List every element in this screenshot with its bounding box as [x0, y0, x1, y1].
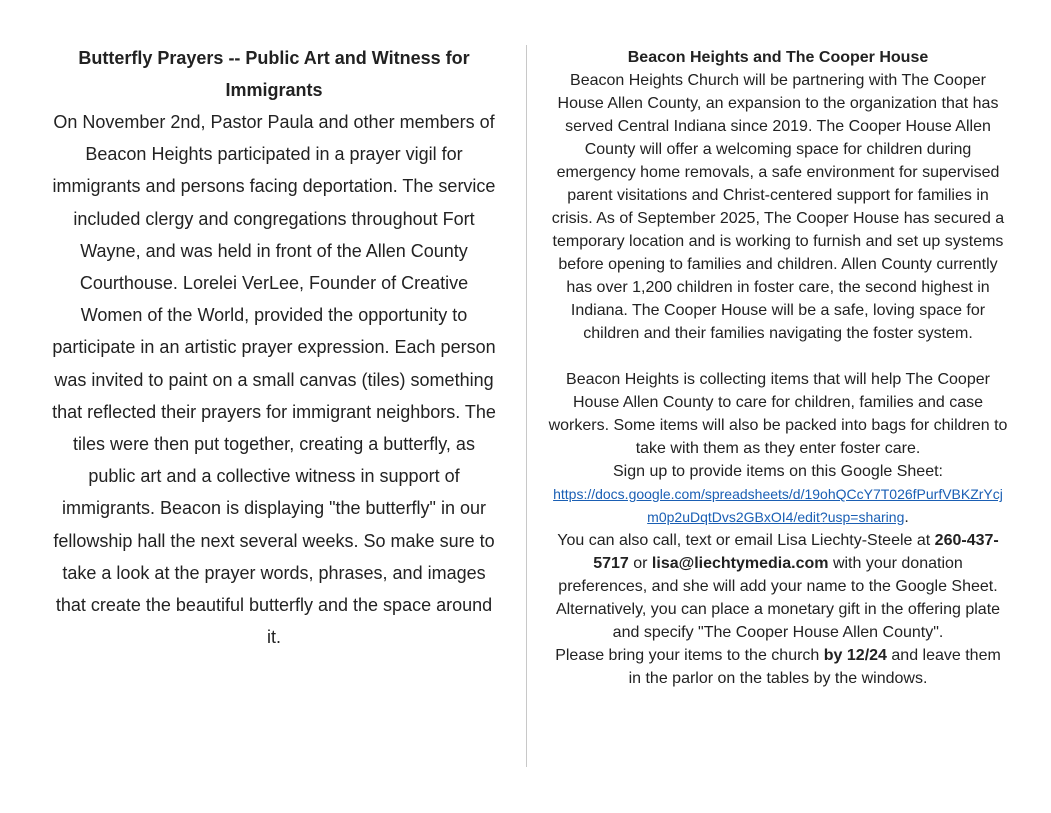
right-article: [548, 46, 1008, 690]
contact-paragraph: [548, 529, 1008, 644]
left-article-body: On November 2nd, Pastor Paula and other members of Beacon Heights participated in a prayer vigil for immigrants and persons facing deportation. The service included clergy and congregations throughout Fort Wayne, and was held in front of the Allen County Courthouse. Lorelei VerLee, Founder of Creative Women of the World, provided the opportunity to participate in an artistic prayer expression. Each person was invited to paint on a small canvas (tiles) something that reflected their prayers for immigrant neighbors. The tiles were then put together, creating a butterfly, as public art and a collective witness in support of immigrants. Beacon is displaying "the butterfly" in our fellowship hall the next several weeks. So make sure to take a look at the prayer words, phrases, and images that create the beautiful butterfly and the space around it.: [52, 112, 496, 648]
contact-or: or: [633, 555, 648, 572]
signup-link-period: .: [904, 509, 909, 526]
bring-prefix: Please bring your items to the church: [555, 647, 820, 664]
paragraph-spacer: [548, 345, 1008, 368]
column-divider: [526, 45, 527, 767]
signup-text: Sign up to provide items on this Google Sheet:: [613, 463, 943, 480]
bring-items-paragraph: [548, 644, 1008, 690]
signup-paragraph: [548, 460, 1008, 529]
right-article-intro: Beacon Heights Church will be partnering with The Cooper House Allen County, an expansion to the organization that has served Central Indiana since 2019. The Cooper House Allen County will offer a welcoming space for children during emergency home removals, a safe environment for supervised parent visitations and Christ-centered support for families in crisis. As of September 2025, The Cooper House has secured a temporary location and is working to furnish and set up systems before opening to families and children. Allen County currently has over 1,200 children in foster care, the second highest in Indiana. The Cooper House will be a safe, loving space for children and their families navigating the foster system.: [551, 72, 1005, 342]
left-article: [48, 42, 500, 653]
right-article-collecting: Beacon Heights is collecting items that will help The Cooper House Allen County to care for children, families and case workers. Some items will also be packed into bags for children to take with them as they enter foster care.: [548, 371, 1008, 457]
contact-email: lisa@liechtymedia.com: [651, 555, 829, 572]
google-sheet-link[interactable]: https://docs.google.com/spreadsheets/d/19ohQCcY7T026fPurfVBKZrYcjm0p2uDqtDvs2GBxOI4/edit?usp=sharing: [553, 486, 1003, 525]
bring-deadline: by 12/24: [823, 647, 887, 664]
contact-prefix: You can also call, text or email Lisa Liechty-Steele at: [557, 532, 931, 549]
contact-phone: 260-437-5717: [593, 532, 999, 572]
contact-suffix: with your donation preferences, and she will add your name to the Google Sheet. Alternatively, you can place a monetary gift in the offering plate and specify "The Cooper House Allen County".: [555, 555, 1001, 641]
right-article-title: Beacon Heights and The Cooper House: [627, 49, 929, 66]
left-article-title: Butterfly Prayers -- Public Art and Witness for Immigrants: [78, 48, 470, 100]
bring-suffix: and leave them in the parlor on the tables by the windows.: [628, 647, 1001, 687]
